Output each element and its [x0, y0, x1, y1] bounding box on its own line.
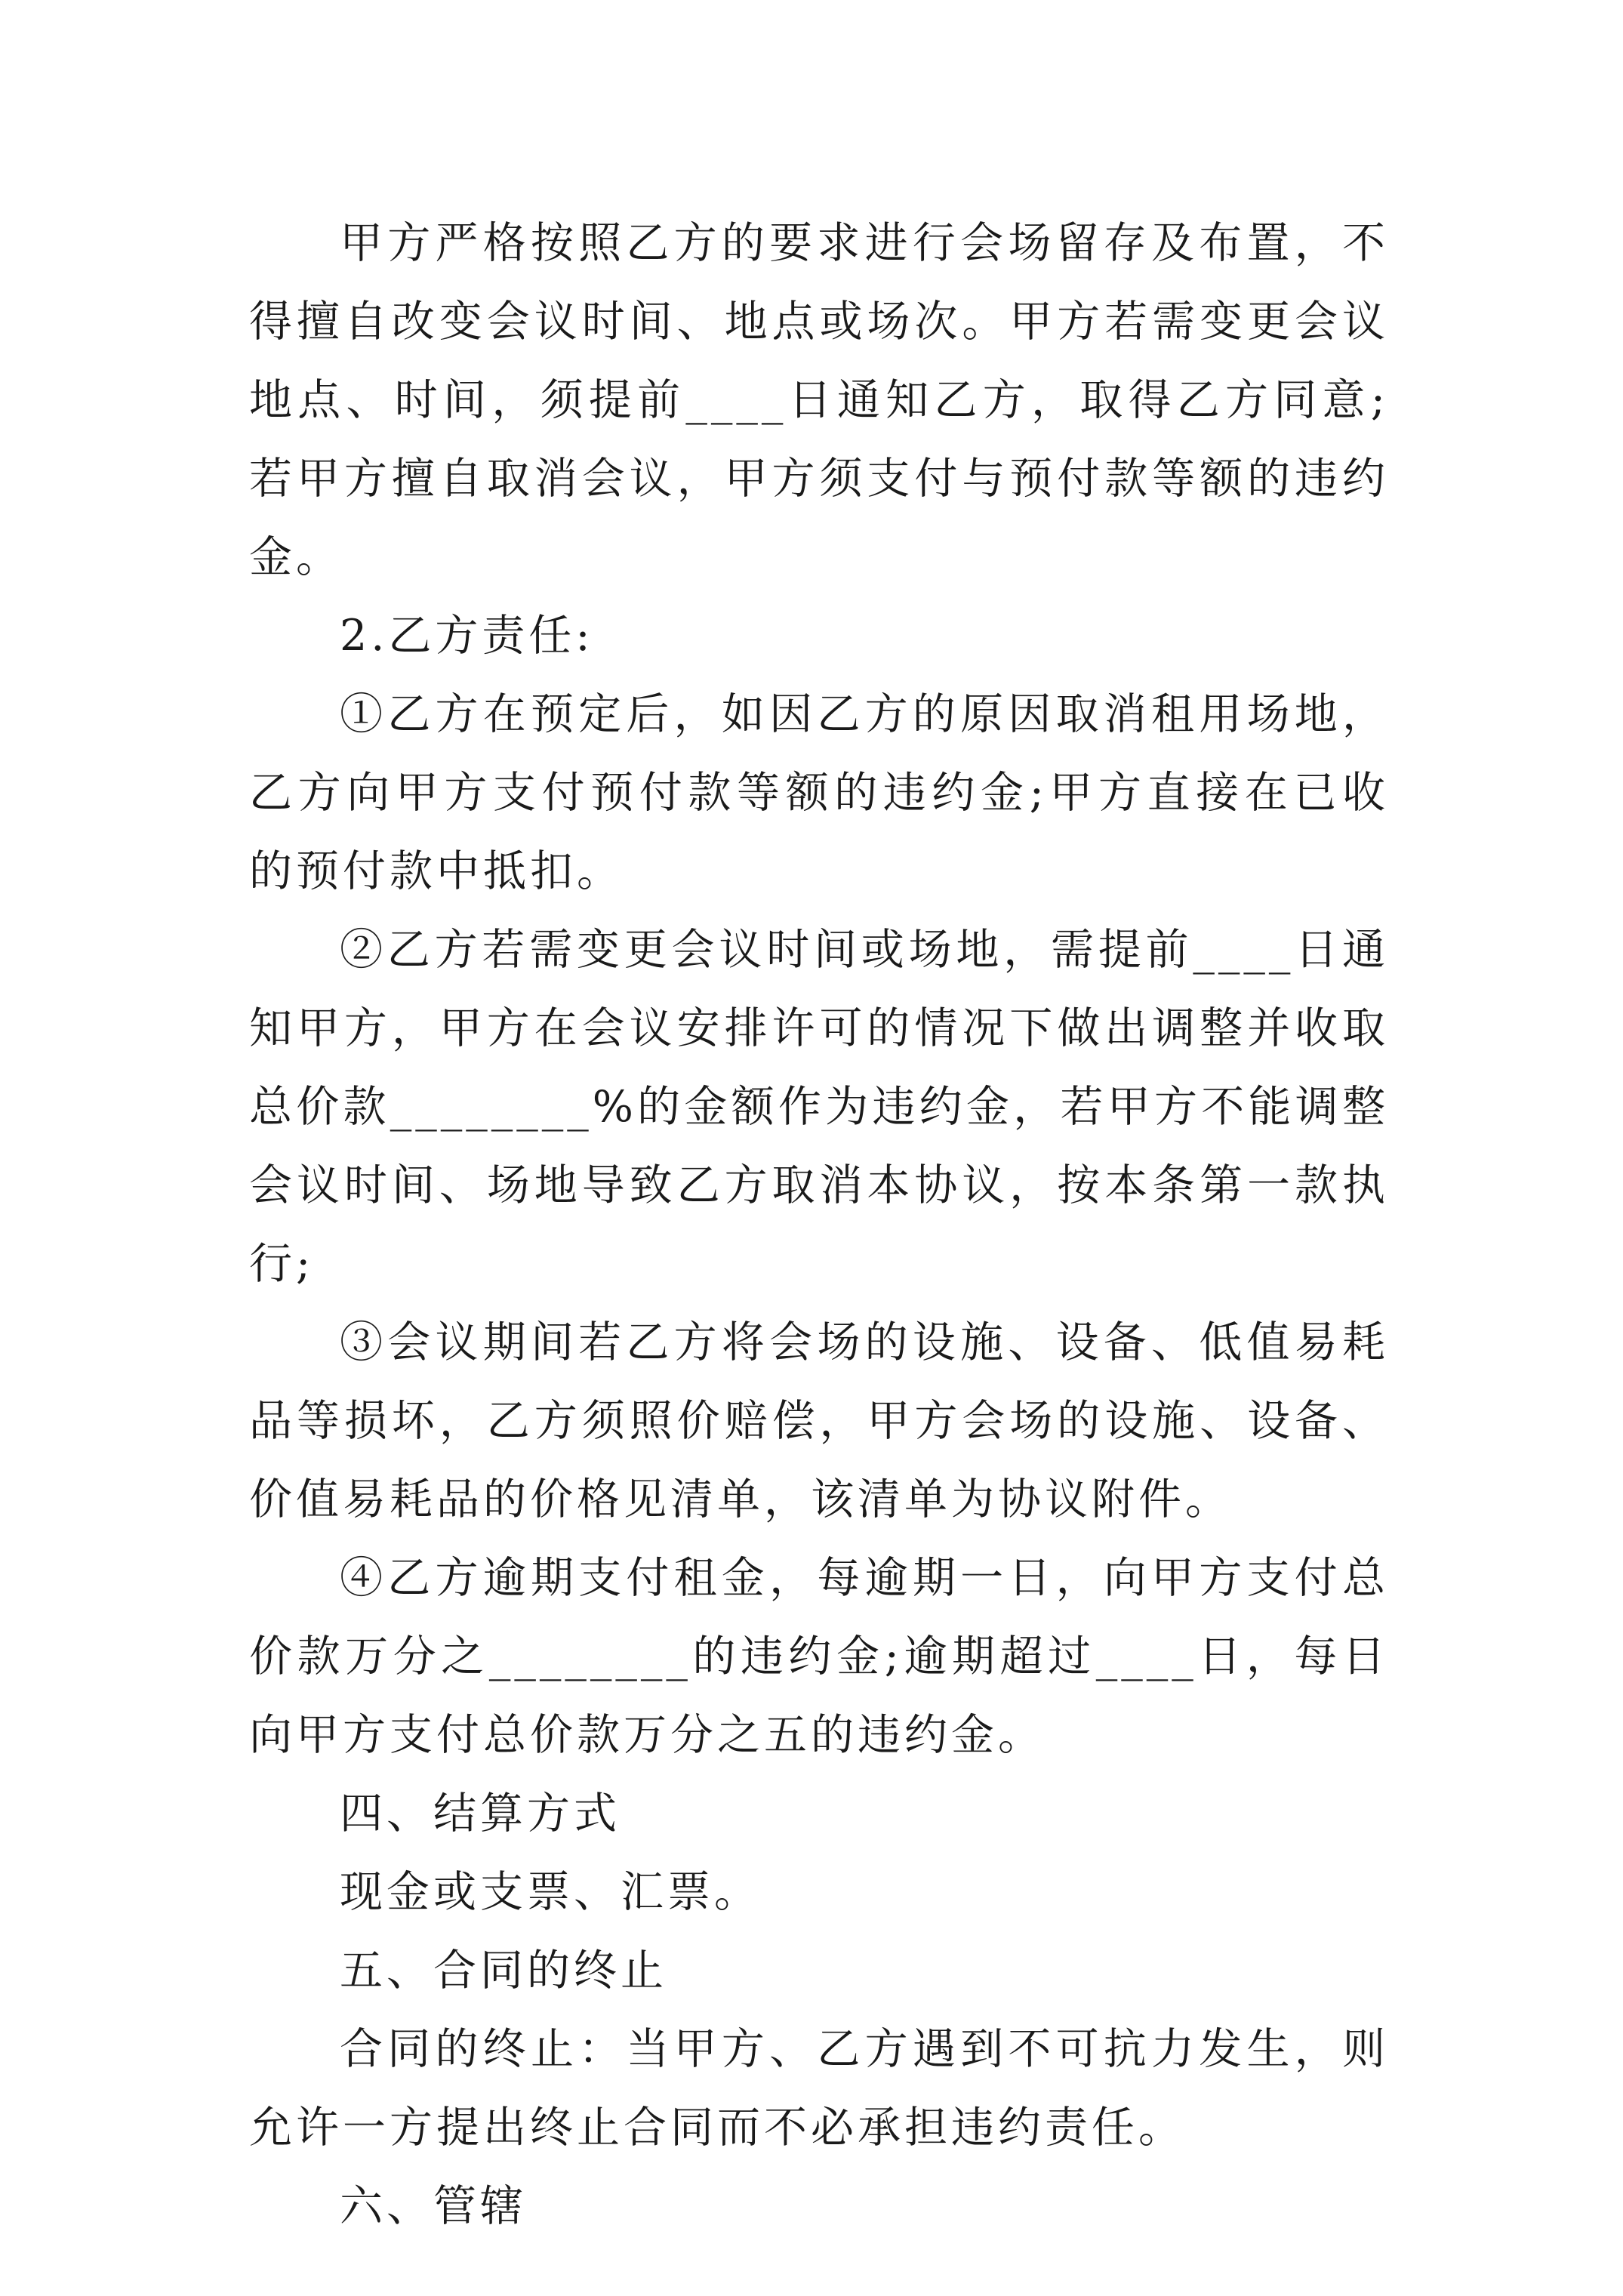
heading-party-b-responsibility: 2.乙方责任:: [340, 611, 594, 661]
document-body: [249, 204, 1389, 2245]
paragraph-clause-2: ②乙方若需变更会议时间或场地，需提前____日通知甲方，甲方在会议安排许可的情况下做出调整并收取总价款________%的金额作为违约金，若甲方不能调整会议时间、场地导致乙方取消本协议，按本条第一款执行;: [249, 925, 1389, 1289]
heading-contract-termination: 五、合同的终止: [340, 1946, 667, 1996]
paragraph-party-a-venue-obligations: 甲方严格按照乙方的要求进行会场留存及布置，不得擅自改变会议时间、地点或场次。甲方若需变更会议地点、时间，须提前____日通知乙方，取得乙方同意;若甲方擅自取消会议，甲方须支付与预付款等额的违约金。: [249, 218, 1389, 582]
paragraph-clause-4: ④乙方逾期支付租金，每逾期一日，向甲方支付总价款万分之________的违约金;逾期超过____日，每日向甲方支付总价款万分之五的违约金。: [249, 1553, 1389, 1760]
paragraph-clause-1: ①乙方在预定后，如因乙方的原因取消租用场地，乙方向甲方支付预付款等额的违约金;甲方直接在已收的预付款中抵扣。: [249, 689, 1389, 896]
paragraph-settlement-method: 现金或支票、汇票。: [340, 1867, 761, 1917]
paragraph-contract-termination: 合同的终止：当甲方、乙方遇到不可抗力发生，则允许一方提出终止合同而不必承担违约责任。: [249, 2024, 1389, 2153]
paragraph-clause-3: ③会议期间若乙方将会场的设施、设备、低值易耗品等损坏，乙方须照价赔偿，甲方会场的设施、设备、价值易耗品的价格见清单，该清单为协议附件。: [249, 1318, 1389, 1524]
heading-settlement-method: 四、结算方式: [340, 1789, 621, 1838]
heading-jurisdiction: 六、管辖: [340, 2181, 527, 2231]
